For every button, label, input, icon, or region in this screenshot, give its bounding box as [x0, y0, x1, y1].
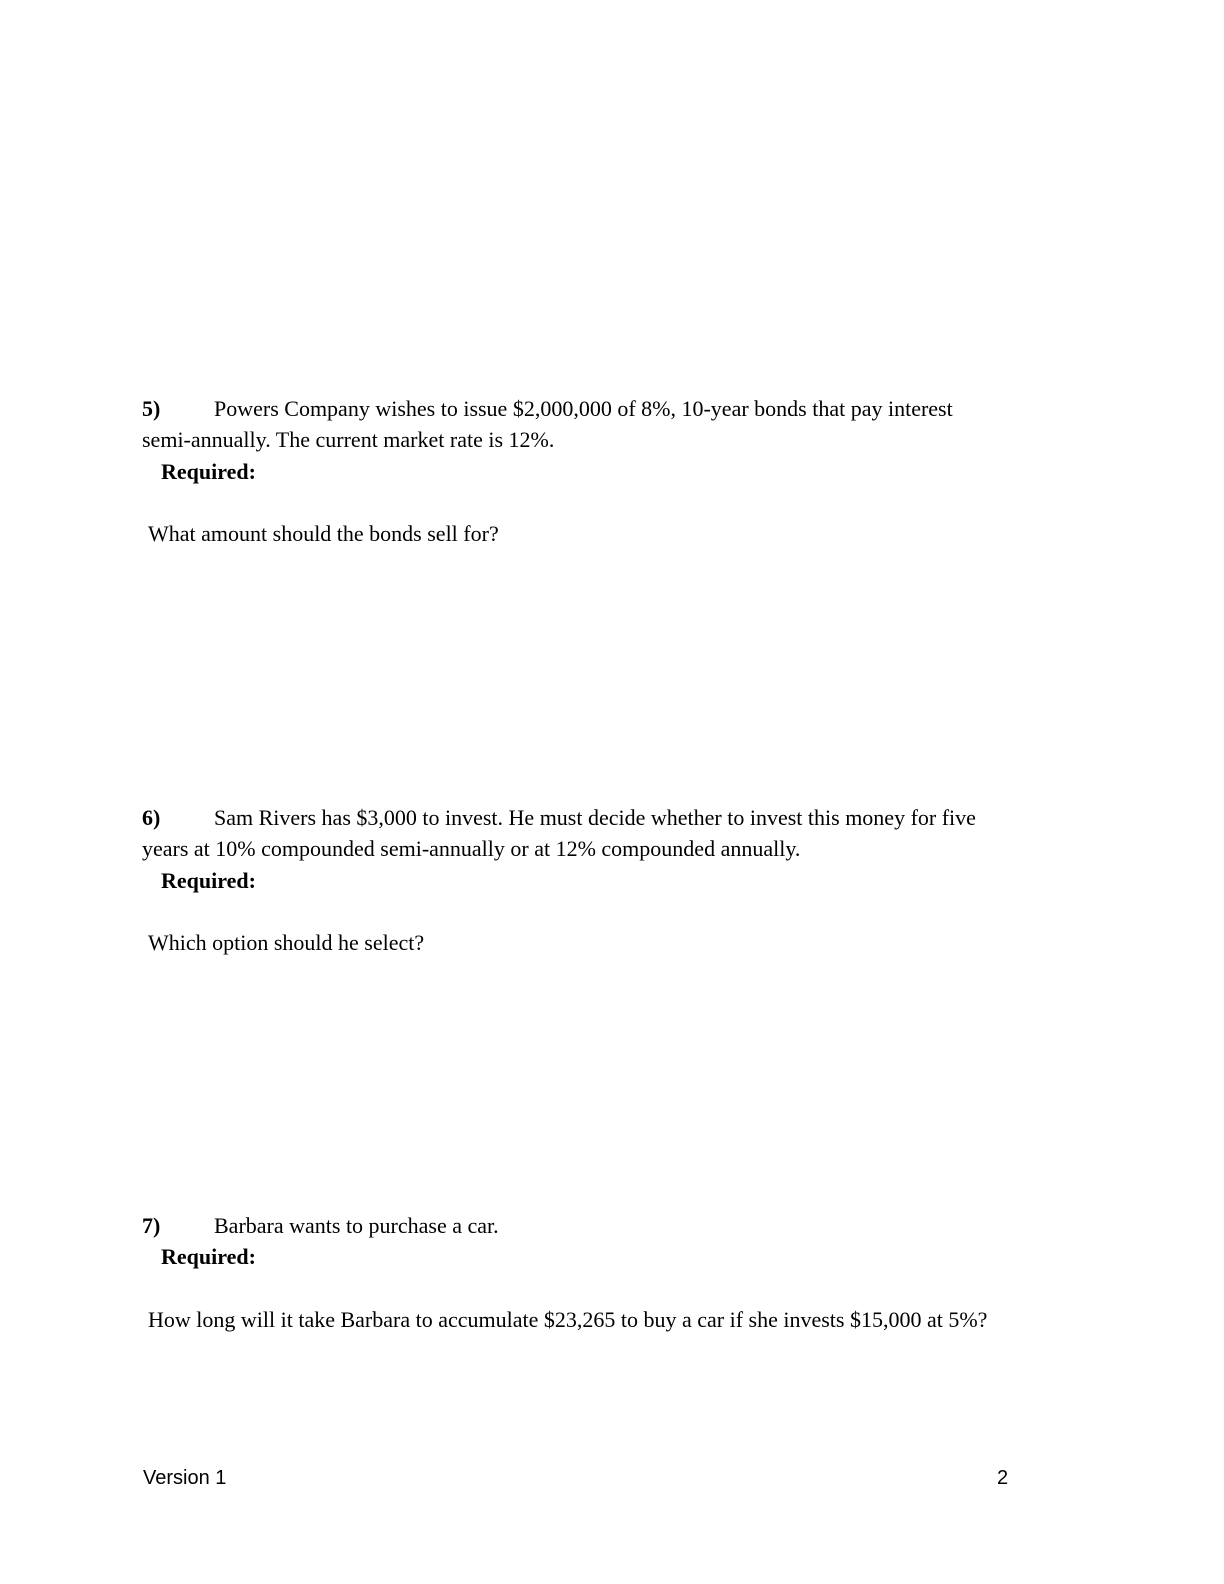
problem-6: [142, 802, 1062, 864]
problem-6-text-line2: years at 10% compounded semi-annually or at 12% compounded annually.: [142, 836, 801, 861]
problem-7-text-line1: Barbara wants to purchase a car.: [214, 1213, 499, 1238]
problem-7-question: How long will it take Barbara to accumulate $23,265 to buy a car if she invests $15,000 at 5%?: [148, 1307, 988, 1332]
problem-5-required-label: Required:: [161, 459, 256, 484]
problem-6-required-label: Required:: [161, 868, 256, 893]
problem-6-number: 6): [142, 805, 161, 830]
problem-6-text-line1: Sam Rivers has $3,000 to invest. He must decide whether to invest this money for five: [214, 805, 976, 830]
problem-7-number: 7): [142, 1213, 161, 1238]
footer-page-number: 2: [997, 1467, 1009, 1489]
problem-7-required-label: Required:: [161, 1244, 256, 1269]
problem-5-number: 5): [142, 396, 161, 421]
problem-5-question: What amount should the bonds sell for?: [148, 521, 499, 546]
problem-5-text-line2: semi-annually. The current market rate is 12%.: [142, 427, 555, 452]
problem-6-question: Which option should he select?: [148, 930, 425, 955]
problem-5: [142, 393, 1062, 455]
problem-7: [142, 1210, 1062, 1241]
footer-version: Version 1: [143, 1467, 227, 1489]
problem-5-text-line1: Powers Company wishes to issue $2,000,000 of 8%, 10-year bonds that pay interest: [214, 396, 953, 421]
